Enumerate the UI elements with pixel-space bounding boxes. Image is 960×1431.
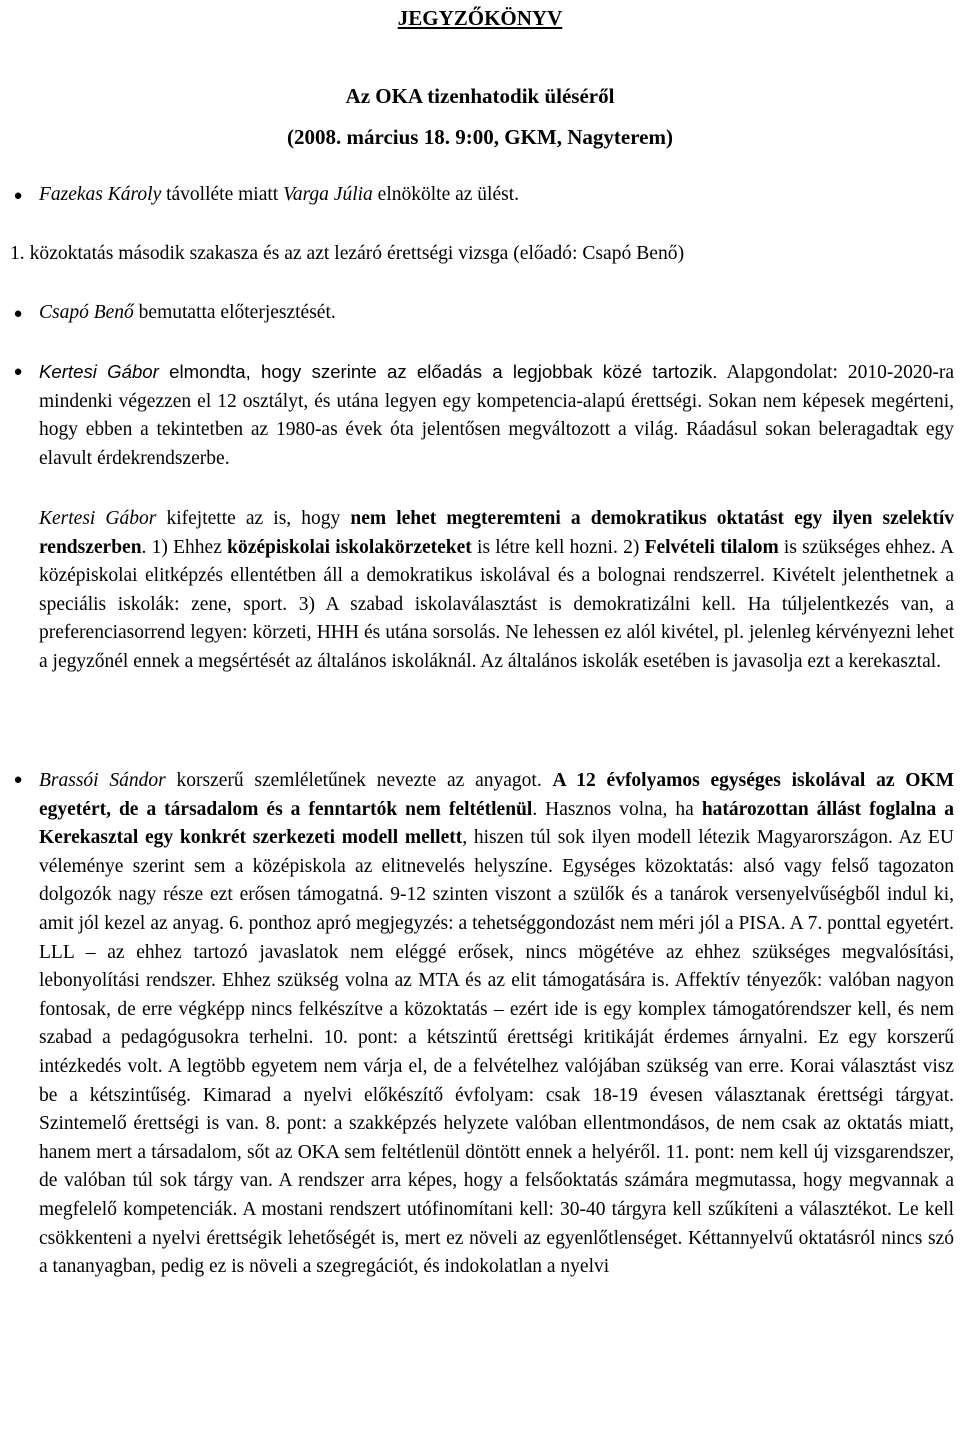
bullet-icon: ●	[13, 772, 23, 788]
presentation-note: Csapó Benő bemutatta előterjesztését.	[39, 302, 336, 323]
person-name: Brassói Sándor	[39, 770, 166, 791]
person-name: Varga Júlia	[283, 184, 373, 205]
person-name: Fazekas Károly	[39, 184, 162, 205]
bullet-icon: ●	[13, 364, 23, 380]
kertesi-proposals: Kertesi Gábor kifejtette az is, hogy nem lehet megteremteni a demokratikus oktatást egy ilyen szelektív rendszerben. 1) Ehhez középiskolai iskolakörzeteket is létre kell hozni. 2) Felvételi tilalom is szükséges ehhez. A középiskolai elitképzés ellentétben áll a demokratikus iskolával és a bolognai rendszerrel. Kivételt jelenthetnek a speciális iskolák: zene, sport. 3) A szabad iskolaválasztást is demokratizálni kell. Ha túljelentkezés van, a preferenciasorrend legyen: körzeti, HHH és utána sorsolás. Ne lehessen ez alól kivétel, pl. jelenleg kérvényezni lehet a jegyzőnél ennek a megsértését az általános iskoláknál. Az általános iskolák esetében is javasolja ezt a kerekasztal.	[39, 508, 954, 672]
document-title: JEGYZŐKÖNYV	[397, 6, 563, 30]
bullet-icon: ●	[13, 306, 23, 322]
chair-note: Fazekas Károly távolléte miatt Varga Júlia elnökölte az ülést.	[39, 184, 519, 205]
kertesi-comment: Kertesi Gábor elmondta, hogy szerinte az előadás a legjobbak közé tartozik. Alapgondolat: 2010-2020-ra mindenki végezzen el 12 osztályt, és utána legyen egy kompetencia-alapú érettségi. Sokan nem képesek megérteni, hogy ebben a tekintetben az 1980-as évek óta jelentősen megváltozott a világ. Ráadásul sokan beleragadtak egy elavult érdekrendszerbe.	[39, 361, 955, 469]
person-name: Kertesi Gábor	[39, 361, 159, 382]
brassoi-comment: Brassói Sándor korszerű szemléletűnek nevezte az anyagot. A 12 évfolyamos egységes iskolával az OKM egyetért, de a társadalom és a fenntartók nem feltétlenül. Hasznos volna, ha határozottan állást foglalna a Kerekasztal egy konkrét szerkezeti modell mellett, hiszen túl sok ilyen modell létezik Magyarországon. Az EU véleménye szerint sem a középiskola az elitnevelés helyszíne. Egységes közoktatás: alsó vagy felső tagozaton dolgozók nagy része ezt erősen támogatná. 9-12 szinten viszont a szülők és a tanárok versenyelvűségből indul ki, amit jól kezel az anyag. 6. ponthoz apró megjegyzés: a tehetséggondozást nem méri jól a PISA. A 7. ponttal egyetért. LLL – az ehhez tartozó javaslatok nem eléggé erősek, nincs mögétéve az ehhez szükséges megvalósítási, lebonyolítási rendszer. Ehhez szükség volna az MTA és az elit támogatására is. Affektív tényezők: valóban nagyon fontosak, de erre végképp nincs felkészítve a közoktatás – ezért ide is egy komplex támogatórendszer kell, és nem szabad a pedagógusokra terhelni. 10. pont: a kétszintű érettségi kritikáját érdemes árnyalni. Ez egy korszerű intézkedés volt. A legtöbb egyetem nem várja el, de a felvételhez valójában szükség van erre. Korai választást visz be a kétszintűség. Kimarad a nyelvi előkészítő évfolyam: csak 18-19 évesen választanak érettségi tárgyat. Szintemelő érettségi is van. 8. pont: a szakképzés helyzete valóban ellentmondásos, de nem csak az oktatás miatt, hanem mert a társadalom, sőt az OKA sem feltétlenül döntött ennek a helyéről. 11. pont: nem kell új vizsgarendszer, de valóban túl sok tárgy van. A rendszer arra képes, hogy a felsőoktatás számára megmutassa, hogy megvannak a megfelelő kompetenciák. A mostani rendszert utófinomítani kell: 30-40 tárgyra kell szűkíteni a választékot. Le kell csökkenteni a nyelvi érettségik lehetőségét is, mert ez növeli az egyenlőtlenséget. Kéttannyelvű oktatásról nincs szó a tananyagban, pedig ez is növeli a szegregációt, és indokolatlan a nyelvi	[39, 770, 955, 1278]
bullet-icon: ●	[13, 188, 23, 204]
person-name: Kertesi Gábor	[39, 508, 157, 529]
person-name: Csapó Benő	[39, 302, 134, 323]
meeting-date-location: (2008. március 18. 9:00, GKM, Nagyterem)	[287, 125, 673, 149]
meeting-subtitle: Az OKA tizenhatodik üléséről	[345, 84, 615, 108]
agenda-item-1: 1. közoktatás második szakasza és az azt lezáró érettségi vizsga (előadó: Csapó Benő)	[10, 243, 685, 264]
